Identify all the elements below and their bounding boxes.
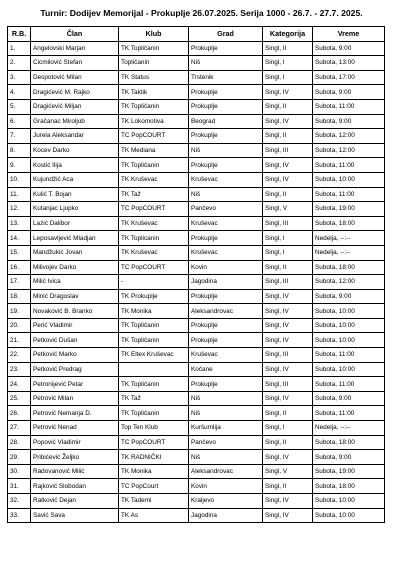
cell-grad: Kovin: [189, 479, 263, 494]
cell-klub: TK Topličanin: [119, 406, 189, 421]
cell-kategorija: Singl, I: [263, 231, 313, 246]
table-row: [8, 245, 385, 260]
cell-grad: Aleksandrovac: [189, 304, 263, 319]
cell-vreme: Subota, 11:00: [313, 158, 385, 173]
cell-grad: Kruševac: [189, 348, 263, 363]
cell-grad: Kočane: [189, 362, 263, 377]
table-row: [8, 85, 385, 100]
cell-clan: Petković Marko: [31, 348, 119, 363]
cell-kategorija: Singl, III: [263, 348, 313, 363]
cell-rb: 20.: [8, 318, 31, 333]
cell-rb: 21.: [8, 333, 31, 348]
cell-rb: 33.: [8, 508, 31, 523]
cell-klub: [119, 362, 189, 377]
cell-grad: Kraljevo: [189, 494, 263, 509]
cell-klub: TK Status: [119, 70, 189, 85]
cell-grad: Niš: [189, 391, 263, 406]
cell-vreme: Subota, 17:00: [313, 70, 385, 85]
cell-clan: Petrović Milan: [31, 391, 119, 406]
cell-kategorija: Singl, II: [263, 41, 313, 56]
table-row: [8, 464, 385, 479]
cell-vreme: Subota, 11:00: [313, 406, 385, 421]
cell-rb: 32.: [8, 494, 31, 509]
cell-klub: Topličanin: [119, 56, 189, 71]
cell-kategorija: Singl, II: [263, 260, 313, 275]
cell-vreme: Subota, 9:00: [313, 41, 385, 56]
cell-kategorija: Singl, II: [263, 129, 313, 144]
cell-vreme: Subota, 12:00: [313, 143, 385, 158]
table-row: [8, 406, 385, 421]
cell-vreme: Subota, 18:00: [313, 479, 385, 494]
cell-klub: TK Topličanin: [119, 99, 189, 114]
cell-clan: Gračanac Miroljub: [31, 114, 119, 129]
cell-rb: 10.: [8, 172, 31, 187]
cell-kategorija: Singl, IV: [263, 318, 313, 333]
cell-rb: 3.: [8, 70, 31, 85]
cell-rb: 26.: [8, 406, 31, 421]
cell-klub: TK Topličanin: [119, 377, 189, 392]
cell-klub: TK Taž: [119, 391, 189, 406]
cell-clan: Milivojev Darko: [31, 260, 119, 275]
cell-vreme: Subota, 18:00: [313, 216, 385, 231]
cell-grad: Kruševac: [189, 216, 263, 231]
table-header-row: [8, 27, 385, 42]
cell-klub: TK Topličanin: [119, 318, 189, 333]
cell-klub: TC PopCourt: [119, 479, 189, 494]
cell-clan: Milić Ivica: [31, 275, 119, 290]
cell-grad: Prokuplje: [189, 99, 263, 114]
cell-clan: Kulić T. Bojan: [31, 187, 119, 202]
cell-klub: TK As: [119, 508, 189, 523]
cell-klub: TK Monika: [119, 304, 189, 319]
table-row: [8, 362, 385, 377]
cell-klub: TK Toplicanin: [119, 231, 189, 246]
cell-vreme: Subota, 9:00: [313, 450, 385, 465]
cell-rb: 22.: [8, 348, 31, 363]
cell-clan: Petrović Nemanja D.: [31, 406, 119, 421]
cell-clan: Mandžukić Jovan: [31, 245, 119, 260]
cell-rb: 14.: [8, 231, 31, 246]
header-grad: Grad: [189, 27, 263, 42]
table-row: [8, 143, 385, 158]
cell-grad: Trstenik: [189, 70, 263, 85]
cell-grad: Pančevo: [189, 435, 263, 450]
participants-table: [7, 26, 385, 523]
cell-clan: Dragićević Miljan: [31, 99, 119, 114]
table-row: [8, 435, 385, 450]
cell-grad: Beograd: [189, 114, 263, 129]
cell-kategorija: Singl, IV: [263, 304, 313, 319]
cell-klub: TK Kruševac: [119, 216, 189, 231]
cell-kategorija: Singl, II: [263, 99, 313, 114]
cell-vreme: Subota, 12:00: [313, 275, 385, 290]
cell-klub: -: [119, 275, 189, 290]
table-row: [8, 158, 385, 173]
cell-klub: TK Kruševac: [119, 172, 189, 187]
cell-grad: Kruševac: [189, 245, 263, 260]
cell-vreme: Subota, 11:00: [313, 99, 385, 114]
cell-vreme: Subota, 9:00: [313, 289, 385, 304]
cell-kategorija: Singl, V: [263, 464, 313, 479]
cell-rb: 5.: [8, 99, 31, 114]
cell-rb: 7.: [8, 129, 31, 144]
cell-rb: 6.: [8, 114, 31, 129]
cell-grad: Niš: [189, 143, 263, 158]
table-row: [8, 348, 385, 363]
cell-vreme: Subota, 11:00: [313, 187, 385, 202]
cell-vreme: Subota, 19:00: [313, 202, 385, 217]
cell-vreme: Subota, 10:00: [313, 508, 385, 523]
table-row: [8, 99, 385, 114]
table-row: [8, 450, 385, 465]
cell-clan: Popović Vladimir: [31, 435, 119, 450]
cell-clan: Jurela Aleksandar: [31, 129, 119, 144]
cell-klub: TC PopCOURT: [119, 435, 189, 450]
table-row: [8, 70, 385, 85]
cell-rb: 11.: [8, 187, 31, 202]
cell-grad: Kuršumlija: [189, 421, 263, 436]
cell-rb: 29.: [8, 450, 31, 465]
cell-rb: 16.: [8, 260, 31, 275]
cell-kategorija: Singl, IV: [263, 289, 313, 304]
cell-clan: Petronijević Petar: [31, 377, 119, 392]
cell-vreme: Subota, 18:00: [313, 435, 385, 450]
cell-rb: 31.: [8, 479, 31, 494]
cell-klub: TK Tademi: [119, 494, 189, 509]
table-row: [8, 172, 385, 187]
cell-kategorija: Singl, II: [263, 435, 313, 450]
cell-klub: TK RADNIČKI: [119, 450, 189, 465]
cell-clan: Minić Dragoslav: [31, 289, 119, 304]
cell-grad: Jagodina: [189, 275, 263, 290]
cell-vreme: Subota, 9:00: [313, 114, 385, 129]
table-row: [8, 333, 385, 348]
cell-vreme: Subota, 19:00: [313, 464, 385, 479]
cell-kategorija: Singl, V: [263, 202, 313, 217]
cell-clan: Petrović Nenad: [31, 421, 119, 436]
cell-clan: Petković Dušan: [31, 333, 119, 348]
cell-clan: Pribićević Željko: [31, 450, 119, 465]
cell-vreme: Subota, 10:00: [313, 333, 385, 348]
cell-vreme: Subota, 9:00: [313, 85, 385, 100]
cell-clan: Ratković Dejan: [31, 494, 119, 509]
table-row: [8, 289, 385, 304]
cell-rb: 24.: [8, 377, 31, 392]
cell-vreme: Nedelja, --:--: [313, 245, 385, 260]
cell-grad: Prokuplje: [189, 318, 263, 333]
cell-rb: 30.: [8, 464, 31, 479]
cell-grad: Prokuplje: [189, 231, 263, 246]
table-row: [8, 275, 385, 290]
cell-klub: TK Mediana: [119, 143, 189, 158]
cell-rb: 4.: [8, 85, 31, 100]
cell-vreme: Nedelja, --:--: [313, 231, 385, 246]
cell-kategorija: Singl, I: [263, 245, 313, 260]
cell-grad: Prokuplje: [189, 289, 263, 304]
cell-klub: TK Eltex Kruševac: [119, 348, 189, 363]
cell-clan: Dragićević M. Rajko: [31, 85, 119, 100]
cell-rb: 18.: [8, 289, 31, 304]
table-row: [8, 41, 385, 56]
cell-kategorija: Singl, IV: [263, 362, 313, 377]
cell-clan: Perić Vladimir: [31, 318, 119, 333]
cell-vreme: Subota, 10:00: [313, 494, 385, 509]
header-kategorija: Kategorija: [263, 27, 313, 42]
cell-clan: Radovanović Milić: [31, 464, 119, 479]
cell-kategorija: Singl, I: [263, 56, 313, 71]
cell-rb: 12.: [8, 202, 31, 217]
table-row: [8, 494, 385, 509]
cell-klub: TK Monika: [119, 464, 189, 479]
cell-rb: 2.: [8, 56, 31, 71]
cell-kategorija: Singl, II: [263, 479, 313, 494]
table-row: [8, 56, 385, 71]
cell-vreme: Subota, 18:00: [313, 260, 385, 275]
cell-klub: Top Ten Klub: [119, 421, 189, 436]
table-row: [8, 202, 385, 217]
table-row: [8, 479, 385, 494]
table-row: [8, 304, 385, 319]
cell-grad: Niš: [189, 406, 263, 421]
header-clan: Član: [31, 27, 119, 42]
cell-kategorija: Singl, III: [263, 377, 313, 392]
table-body: [8, 41, 385, 523]
cell-vreme: Subota, 10:00: [313, 172, 385, 187]
cell-rb: 13.: [8, 216, 31, 231]
cell-vreme: Subota, 11:00: [313, 377, 385, 392]
table-row: [8, 318, 385, 333]
cell-grad: Prokuplje: [189, 377, 263, 392]
cell-rb: 23.: [8, 362, 31, 377]
cell-vreme: Subota, 11:00: [313, 348, 385, 363]
cell-klub: TK Topličanin: [119, 41, 189, 56]
cell-clan: Novaković B. Branko: [31, 304, 119, 319]
cell-clan: Savić Sava: [31, 508, 119, 523]
cell-klub: TK Prokuplje: [119, 289, 189, 304]
cell-clan: Leposavljević Mladjan: [31, 231, 119, 246]
cell-kategorija: Singl, II: [263, 187, 313, 202]
table-row: [8, 216, 385, 231]
table-row: [8, 391, 385, 406]
cell-kategorija: Singl, III: [263, 275, 313, 290]
cell-kategorija: Singl, IV: [263, 450, 313, 465]
cell-klub: TC PopCOURT: [119, 202, 189, 217]
cell-klub: TC PopCOURT: [119, 129, 189, 144]
cell-rb: 19.: [8, 304, 31, 319]
cell-grad: Prokuplje: [189, 41, 263, 56]
cell-grad: Aleksandrovac: [189, 464, 263, 479]
cell-kategorija: Singl, IV: [263, 114, 313, 129]
table-row: [8, 377, 385, 392]
cell-klub: TC PopCOURT: [119, 260, 189, 275]
cell-vreme: Subota, 9:00: [313, 391, 385, 406]
cell-grad: Niš: [189, 450, 263, 465]
cell-kategorija: Singl, III: [263, 143, 313, 158]
cell-kategorija: Singl, IV: [263, 172, 313, 187]
cell-grad: Prokuplje: [189, 85, 263, 100]
cell-clan: Kostić Ilija: [31, 158, 119, 173]
cell-rb: 27.: [8, 421, 31, 436]
cell-grad: Niš: [189, 187, 263, 202]
cell-vreme: Subota, 13:00: [313, 56, 385, 71]
cell-grad: Prokuplje: [189, 333, 263, 348]
cell-kategorija: Singl, II: [263, 406, 313, 421]
cell-clan: Cicmilović Stefan: [31, 56, 119, 71]
table-row: [8, 231, 385, 246]
cell-kategorija: Singl, I: [263, 421, 313, 436]
table-row: [8, 187, 385, 202]
cell-klub: TK Topličanin: [119, 333, 189, 348]
cell-klub: TK Taž: [119, 187, 189, 202]
header-rb: R.B.: [8, 27, 31, 42]
cell-grad: Prokuplje: [189, 129, 263, 144]
cell-kategorija: Singl, IV: [263, 333, 313, 348]
table-row: [8, 114, 385, 129]
cell-clan: Kujundžić Aca: [31, 172, 119, 187]
cell-rb: 28.: [8, 435, 31, 450]
cell-vreme: Subota, 10:00: [313, 362, 385, 377]
cell-kategorija: Singl, IV: [263, 508, 313, 523]
cell-rb: 9.: [8, 158, 31, 173]
cell-kategorija: Singl, IV: [263, 391, 313, 406]
cell-klub: TK Lokomotiva: [119, 114, 189, 129]
cell-clan: Angelovski Marjan: [31, 41, 119, 56]
cell-clan: Despotović Milan: [31, 70, 119, 85]
cell-vreme: Subota, 12:00: [313, 129, 385, 144]
cell-vreme: Subota, 10:00: [313, 318, 385, 333]
cell-vreme: Nedelja, --:--: [313, 421, 385, 436]
cell-grad: Niš: [189, 56, 263, 71]
cell-grad: Kovin: [189, 260, 263, 275]
cell-rb: 8.: [8, 143, 31, 158]
cell-kategorija: Singl, I: [263, 70, 313, 85]
cell-clan: Rajković Slobodan: [31, 479, 119, 494]
cell-grad: Pančevo: [189, 202, 263, 217]
cell-grad: Prokuplje: [189, 158, 263, 173]
cell-clan: Kocev Darko: [31, 143, 119, 158]
cell-rb: 15.: [8, 245, 31, 260]
cell-grad: Jagodina: [189, 508, 263, 523]
document-title: Turnir: Dodijev Memorijal - Prokuplje 26.07.2025. Serija 1000 - 26.7. - 27.7. 2025.: [40, 8, 363, 18]
cell-rb: 1.: [8, 41, 31, 56]
cell-klub: TK Kruševac: [119, 245, 189, 260]
cell-clan: Petković Predrag: [31, 362, 119, 377]
table-row: [8, 508, 385, 523]
table-row: [8, 260, 385, 275]
cell-clan: Lazić Dalibor: [31, 216, 119, 231]
cell-rb: 17.: [8, 275, 31, 290]
header-klub: Klub: [119, 27, 189, 42]
cell-rb: 25.: [8, 391, 31, 406]
header-vreme: Vreme: [313, 27, 385, 42]
table-row: [8, 421, 385, 436]
cell-kategorija: Singl, IV: [263, 494, 313, 509]
cell-vreme: Subota, 10:00: [313, 304, 385, 319]
cell-kategorija: Singl, IV: [263, 158, 313, 173]
cell-grad: Kruševac: [189, 172, 263, 187]
cell-kategorija: Singl, IV: [263, 85, 313, 100]
table-row: [8, 129, 385, 144]
cell-clan: Kutanjac Ljupko: [31, 202, 119, 217]
cell-klub: TK Topličanin: [119, 158, 189, 173]
cell-kategorija: Singl, III: [263, 216, 313, 231]
cell-klub: TK Taktik: [119, 85, 189, 100]
